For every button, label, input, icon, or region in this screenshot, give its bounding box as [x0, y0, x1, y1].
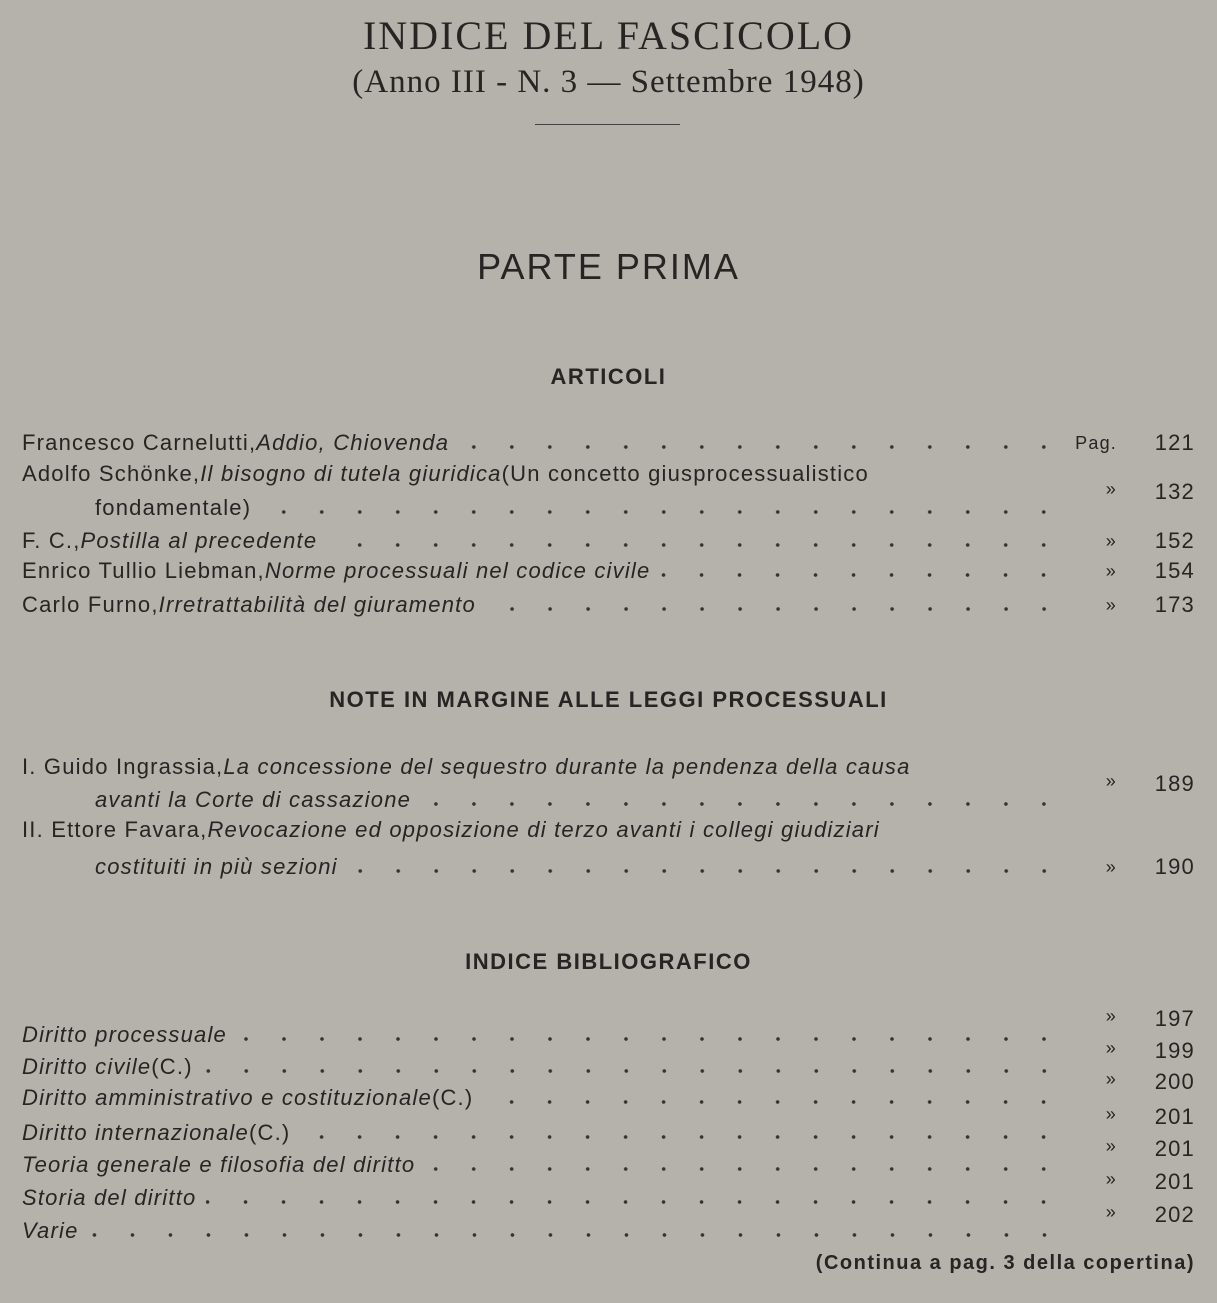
page-number: 152 [1154, 528, 1195, 553]
page-marker: » [1105, 1136, 1117, 1156]
dot-leader [261, 509, 1063, 515]
toc-entry [22, 1202, 1195, 1246]
page-number: 201 [1154, 1169, 1195, 1194]
contributor: (C.) [248, 1120, 291, 1145]
toc-entry [22, 815, 1195, 845]
toc-entry [22, 556, 1195, 586]
title: Revocazione ed opposizione di terzo avanti i collegi giudiziari [207, 817, 880, 842]
dot-leader [203, 1068, 1063, 1074]
subject: Storia del diritto [22, 1185, 197, 1210]
page-marker: » [1105, 1038, 1117, 1058]
subject: Varie [22, 1218, 79, 1243]
subject: Teoria generale e filosofia del diritto [22, 1152, 416, 1177]
title: Il bisogno di tutela giuridica [200, 461, 502, 486]
page-number: 199 [1154, 1038, 1195, 1063]
toc-entry [95, 479, 1195, 523]
toc-entry [22, 752, 1195, 782]
toc-entry [95, 771, 1195, 815]
author: Enrico Tullio Liebman, [22, 558, 265, 583]
title: Norme processuali nel codice civile [264, 558, 651, 583]
dot-leader [300, 1134, 1063, 1140]
toc-entry [95, 852, 1195, 882]
page-number: 201 [1154, 1104, 1195, 1129]
title-continued: costituiti in più sezioni [95, 854, 338, 879]
author: Francesco Carnelutti, [22, 430, 257, 455]
page-number: 197 [1154, 1006, 1195, 1031]
index-title: INDICE DEL FASCICOLO [362, 13, 855, 58]
page-number: 201 [1154, 1136, 1195, 1161]
subject: Diritto processuale [22, 1022, 227, 1047]
toc-entry [22, 1038, 1195, 1082]
section-heading-biblio: INDICE BIBLIOGRAFICO [465, 949, 752, 974]
page-marker: » [1105, 1006, 1117, 1026]
part-heading: PARTE PRIMA [477, 246, 740, 287]
continuation-note: (Continua a pag. 3 della copertina) [815, 1252, 1195, 1274]
section-heading-articoli: ARTICOLI [550, 364, 667, 389]
title: Postilla al precedente [80, 528, 318, 553]
contributor: (C.) [431, 1085, 474, 1110]
page-number: 190 [1154, 854, 1195, 879]
dot-leader [483, 1099, 1063, 1105]
page-marker: » [1105, 1104, 1117, 1124]
toc-entry [22, 428, 1195, 458]
page-marker: » [1105, 1069, 1117, 1089]
dot-leader [421, 801, 1063, 807]
dot-leader [327, 542, 1063, 548]
page-number: 173 [1154, 592, 1195, 617]
dot-leader [425, 1166, 1063, 1172]
page-marker: » [1105, 1169, 1117, 1189]
toc-entry [22, 1136, 1195, 1180]
issue-subtitle: (Anno III - N. 3 — Settembre 1948) [352, 64, 865, 100]
author: II. Ettore Favara, [22, 817, 208, 842]
page-number: 202 [1154, 1202, 1195, 1227]
author: F. C., [22, 528, 81, 553]
page-marker: » [1105, 771, 1117, 791]
page-marker: Pag. [1075, 432, 1117, 453]
subject: Diritto internazionale [22, 1120, 249, 1145]
title-continued: avanti la Corte di cassazione [95, 787, 412, 812]
dot-leader [486, 606, 1063, 612]
author: I. Guido Ingrassia, [22, 754, 224, 779]
divider [535, 124, 680, 125]
contributor: (C.) [151, 1054, 193, 1079]
dot-leader [89, 1232, 1063, 1238]
page-marker: » [1105, 479, 1117, 499]
toc-entry [22, 526, 1195, 556]
page-marker: » [1105, 560, 1117, 581]
toc-entry [22, 590, 1195, 620]
toc-entry [22, 1069, 1195, 1113]
dot-leader [237, 1036, 1063, 1042]
subject: Diritto amministrativo e costituzionale [22, 1085, 432, 1110]
title-continued: fondamentale) [95, 495, 252, 520]
dot-leader [459, 444, 1063, 450]
page-marker: » [1105, 1202, 1117, 1222]
title: Addio, Chiovenda [256, 430, 450, 455]
title: Irretrattabilità del giuramento [158, 592, 476, 617]
toc-entry [22, 1104, 1195, 1148]
page-marker: » [1105, 594, 1117, 615]
dot-leader [206, 1199, 1063, 1205]
page-number: 132 [1154, 479, 1195, 504]
toc-entry [22, 1006, 1195, 1050]
title-extra: (Un concetto giusprocessualistico [501, 461, 869, 486]
page-number: 200 [1154, 1069, 1195, 1094]
dot-leader [348, 868, 1063, 874]
page-number: 189 [1154, 771, 1195, 796]
toc-entry [22, 1169, 1195, 1213]
subject: Diritto civile [22, 1054, 152, 1079]
page-marker: » [1105, 856, 1117, 877]
author: Adolfo Schönke, [22, 461, 201, 486]
page-marker: » [1105, 530, 1117, 551]
toc-entry [22, 459, 1195, 489]
author: Carlo Furno, [22, 592, 159, 617]
page-number: 154 [1154, 558, 1195, 583]
dot-leader [660, 572, 1063, 578]
page-number: 121 [1154, 430, 1195, 455]
section-heading-note: NOTE IN MARGINE ALLE LEGGI PROCESSUALI [329, 687, 888, 712]
title: La concessione del sequestro durante la pendenza della causa [223, 754, 911, 779]
